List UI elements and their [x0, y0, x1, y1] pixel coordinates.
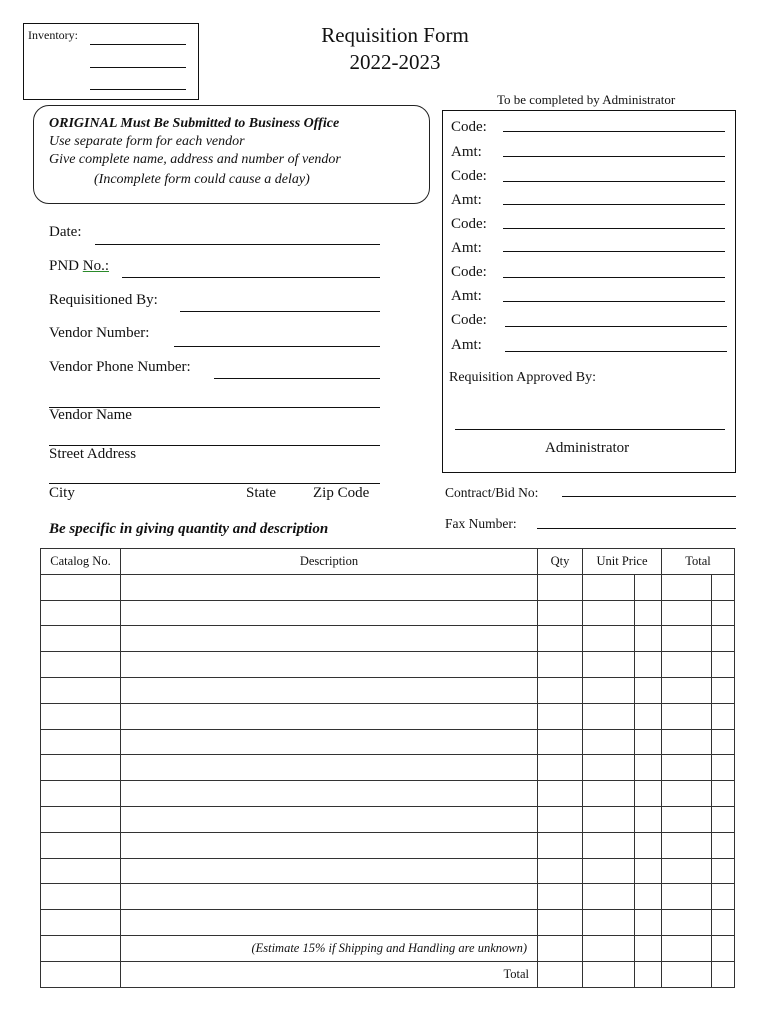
table-cell[interactable] [635, 626, 662, 652]
inventory-line-2[interactable] [90, 67, 186, 68]
table-cell[interactable] [635, 935, 662, 961]
table-cell[interactable] [41, 703, 121, 729]
table-cell[interactable] [712, 832, 735, 858]
table-cell[interactable] [583, 935, 635, 961]
table-cell[interactable] [712, 729, 735, 755]
table-cell[interactable] [635, 806, 662, 832]
table-cell[interactable] [41, 677, 121, 703]
table-cell[interactable] [538, 858, 583, 884]
table-cell[interactable] [583, 703, 635, 729]
table-cell[interactable] [538, 961, 583, 987]
note-incomplete-warning: (Incomplete form could cause a delay) [94, 172, 310, 187]
admin-code-label-1: Code: [451, 119, 487, 135]
inventory-line-3[interactable] [90, 89, 186, 90]
admin-code-line-1[interactable] [503, 131, 725, 132]
table-cell[interactable] [121, 600, 538, 626]
table-row [41, 677, 735, 703]
pnd-field[interactable] [122, 277, 380, 278]
note-separate-form: Use separate form for each vendor [49, 134, 245, 149]
table-cell[interactable] [583, 910, 635, 936]
table-row [41, 858, 735, 884]
table-cell[interactable] [538, 755, 583, 781]
table-cell[interactable] [121, 858, 538, 884]
header-description: Description [121, 549, 538, 575]
pnd-no: No.: [82, 258, 110, 274]
note-original: ORIGINAL Must Be Submitted to Business Office [49, 116, 340, 131]
table-cell[interactable] [712, 677, 735, 703]
table-cell[interactable] [662, 626, 712, 652]
table-cell[interactable] [41, 574, 121, 600]
table-cell[interactable] [538, 910, 583, 936]
form-title: Requisition Form [321, 23, 469, 47]
table-cell[interactable] [635, 703, 662, 729]
table-cell[interactable] [662, 858, 712, 884]
table-cell[interactable] [583, 677, 635, 703]
header-qty: Qty [538, 549, 583, 575]
admin-caption: To be completed by Administrator [497, 92, 676, 107]
admin-code-line-4[interactable] [503, 277, 725, 278]
table-cell[interactable] [41, 961, 121, 987]
total-row [41, 961, 735, 987]
page-title [270, 22, 520, 76]
table-row [41, 703, 735, 729]
table-row [41, 781, 735, 807]
table-cell[interactable] [635, 574, 662, 600]
table-cell[interactable] [538, 884, 583, 910]
table-cell[interactable] [635, 729, 662, 755]
table-row [41, 574, 735, 600]
table-cell[interactable] [712, 858, 735, 884]
table-cell[interactable] [712, 935, 735, 961]
table-cell[interactable] [538, 626, 583, 652]
table-cell[interactable] [121, 910, 538, 936]
table-cell[interactable] [583, 574, 635, 600]
table-cell[interactable] [635, 652, 662, 678]
table-cell[interactable] [635, 677, 662, 703]
table-cell[interactable] [121, 781, 538, 807]
vendor-phone-label: Vendor Phone Number: [49, 359, 191, 375]
table-cell[interactable] [121, 806, 538, 832]
form-year: 2022-2023 [349, 50, 441, 74]
header-catalog-no: Catalog No. [41, 549, 121, 575]
inventory-box [23, 23, 199, 100]
admin-code-line-2[interactable] [503, 181, 725, 182]
requisitioned-by-label: Requisitioned By: [49, 292, 158, 308]
table-row [41, 910, 735, 936]
table-cell[interactable] [662, 755, 712, 781]
inventory-line-1[interactable] [90, 44, 186, 45]
table-cell[interactable] [538, 652, 583, 678]
table-cell[interactable] [635, 858, 662, 884]
table-cell[interactable] [121, 729, 538, 755]
table-cell[interactable] [583, 961, 635, 987]
table-cell[interactable] [583, 884, 635, 910]
table-cell[interactable] [538, 677, 583, 703]
table-row [41, 652, 735, 678]
date-field[interactable] [95, 244, 380, 245]
table-cell[interactable] [712, 626, 735, 652]
administrator-label: Administrator [545, 440, 630, 456]
table-row [41, 832, 735, 858]
admin-amt-line-5[interactable] [505, 351, 727, 352]
admin-amt-label-3: Amt: [451, 240, 482, 256]
pnd-prefix: PND [49, 258, 83, 274]
city-state-zip-field[interactable] [49, 483, 380, 484]
table-cell[interactable] [583, 755, 635, 781]
table-cell[interactable] [41, 884, 121, 910]
table-cell[interactable] [583, 652, 635, 678]
table-cell[interactable] [635, 781, 662, 807]
table-cell[interactable] [41, 600, 121, 626]
table-cell[interactable] [583, 729, 635, 755]
table-cell[interactable] [121, 755, 538, 781]
table-cell[interactable] [121, 703, 538, 729]
admin-code-line-3[interactable] [503, 228, 725, 229]
requisition-approved-label: Requisition Approved By: [449, 370, 596, 385]
table-cell[interactable] [121, 652, 538, 678]
items-table [40, 548, 735, 988]
table-cell[interactable] [583, 858, 635, 884]
table-row [41, 884, 735, 910]
table-cell[interactable] [583, 626, 635, 652]
table-cell[interactable] [662, 600, 712, 626]
table-cell[interactable] [662, 781, 712, 807]
admin-code-label-4: Code: [451, 264, 487, 280]
table-cell[interactable] [41, 626, 121, 652]
table-cell[interactable] [41, 652, 121, 678]
table-cell[interactable] [712, 884, 735, 910]
table-cell[interactable] [662, 703, 712, 729]
total-label: Total [121, 961, 538, 987]
state-label: State [246, 485, 276, 501]
table-cell[interactable] [662, 832, 712, 858]
table-cell[interactable] [538, 600, 583, 626]
fax-field[interactable] [537, 528, 736, 529]
table-cell[interactable] [712, 600, 735, 626]
vendor-name-label: Vendor Name [49, 407, 132, 423]
table-cell[interactable] [712, 806, 735, 832]
estimate-row [41, 935, 735, 961]
table-cell[interactable] [635, 884, 662, 910]
table-cell[interactable] [121, 884, 538, 910]
table-cell[interactable] [662, 652, 712, 678]
table-cell[interactable] [635, 755, 662, 781]
note-complete-name: Give complete name, address and number of vendor [49, 152, 341, 167]
requisitioned-by-field[interactable] [180, 311, 380, 312]
table-cell[interactable] [635, 600, 662, 626]
city-label: City [49, 485, 75, 501]
table-row [41, 806, 735, 832]
table-cell[interactable] [662, 574, 712, 600]
table-cell[interactable] [662, 935, 712, 961]
table-row [41, 755, 735, 781]
vendor-number-label: Vendor Number: [49, 325, 150, 341]
admin-amt-line-4[interactable] [503, 301, 725, 302]
admin-amt-line-3[interactable] [503, 251, 725, 252]
table-cell[interactable] [121, 832, 538, 858]
contract-bid-field[interactable] [562, 496, 736, 497]
admin-code-label-2: Code: [451, 168, 487, 184]
table-cell[interactable] [712, 755, 735, 781]
admin-amt-label-4: Amt: [451, 288, 482, 304]
table-cell[interactable] [635, 832, 662, 858]
table-cell[interactable] [121, 574, 538, 600]
table-cell[interactable] [662, 806, 712, 832]
table-cell[interactable] [712, 574, 735, 600]
table-cell[interactable] [41, 935, 121, 961]
admin-amt-label-1: Amt: [451, 144, 482, 160]
table-cell[interactable] [538, 781, 583, 807]
table-cell[interactable] [538, 574, 583, 600]
table-cell[interactable] [662, 884, 712, 910]
grand-total-cell[interactable] [662, 961, 712, 987]
table-cell[interactable] [41, 832, 121, 858]
header-unit-price: Unit Price [583, 549, 662, 575]
table-cell[interactable] [538, 806, 583, 832]
table-cell[interactable] [41, 910, 121, 936]
table-cell[interactable] [635, 910, 662, 936]
zip-label: Zip Code [313, 485, 370, 501]
vendor-phone-field[interactable] [214, 378, 380, 379]
table-cell[interactable] [712, 703, 735, 729]
admin-code-label-3: Code: [451, 216, 487, 232]
vendor-number-field[interactable] [174, 346, 380, 347]
table-cell[interactable] [583, 781, 635, 807]
table-cell[interactable] [121, 626, 538, 652]
admin-amt-label-5: Amt: [451, 337, 482, 353]
admin-code-label-5: Code: [451, 312, 487, 328]
table-cell[interactable] [41, 729, 121, 755]
table-cell[interactable] [41, 755, 121, 781]
table-cell[interactable] [41, 806, 121, 832]
table-cell[interactable] [538, 729, 583, 755]
table-header-row [41, 549, 735, 575]
street-address-label: Street Address [49, 446, 137, 462]
admin-amt-line-2[interactable] [503, 204, 725, 205]
admin-box [442, 110, 736, 473]
instructions-note-box [33, 105, 430, 204]
table-cell[interactable] [712, 652, 735, 678]
pnd-label [49, 258, 109, 275]
table-cell[interactable] [538, 935, 583, 961]
table-cell[interactable] [121, 677, 538, 703]
table-cell[interactable] [712, 910, 735, 936]
table-cell[interactable] [712, 961, 735, 987]
admin-amt-label-2: Amt: [451, 192, 482, 208]
table-cell[interactable] [41, 858, 121, 884]
inventory-label: Inventory: [28, 28, 78, 42]
table-cell[interactable] [538, 703, 583, 729]
admin-code-line-5[interactable] [505, 326, 727, 327]
table-row [41, 600, 735, 626]
table-row [41, 729, 735, 755]
table-row [41, 626, 735, 652]
table-cell[interactable] [662, 910, 712, 936]
contract-bid-label: Contract/Bid No: [445, 485, 539, 500]
table-cell[interactable] [538, 832, 583, 858]
table-cell[interactable] [662, 729, 712, 755]
admin-amt-line-1[interactable] [503, 156, 725, 157]
estimate-note: (Estimate 15% if Shipping and Handling are unknown) [121, 935, 538, 961]
table-cell[interactable] [662, 677, 712, 703]
table-cell[interactable] [635, 961, 662, 987]
admin-signature-line[interactable] [455, 429, 725, 430]
header-total: Total [662, 549, 735, 575]
table-cell[interactable] [583, 832, 635, 858]
specific-instructions: Be specific in giving quantity and description [49, 521, 329, 537]
table-cell[interactable] [41, 781, 121, 807]
table-cell[interactable] [583, 806, 635, 832]
table-cell[interactable] [712, 781, 735, 807]
fax-label: Fax Number: [445, 516, 517, 531]
table-cell[interactable] [583, 600, 635, 626]
date-label: Date: [49, 224, 82, 240]
